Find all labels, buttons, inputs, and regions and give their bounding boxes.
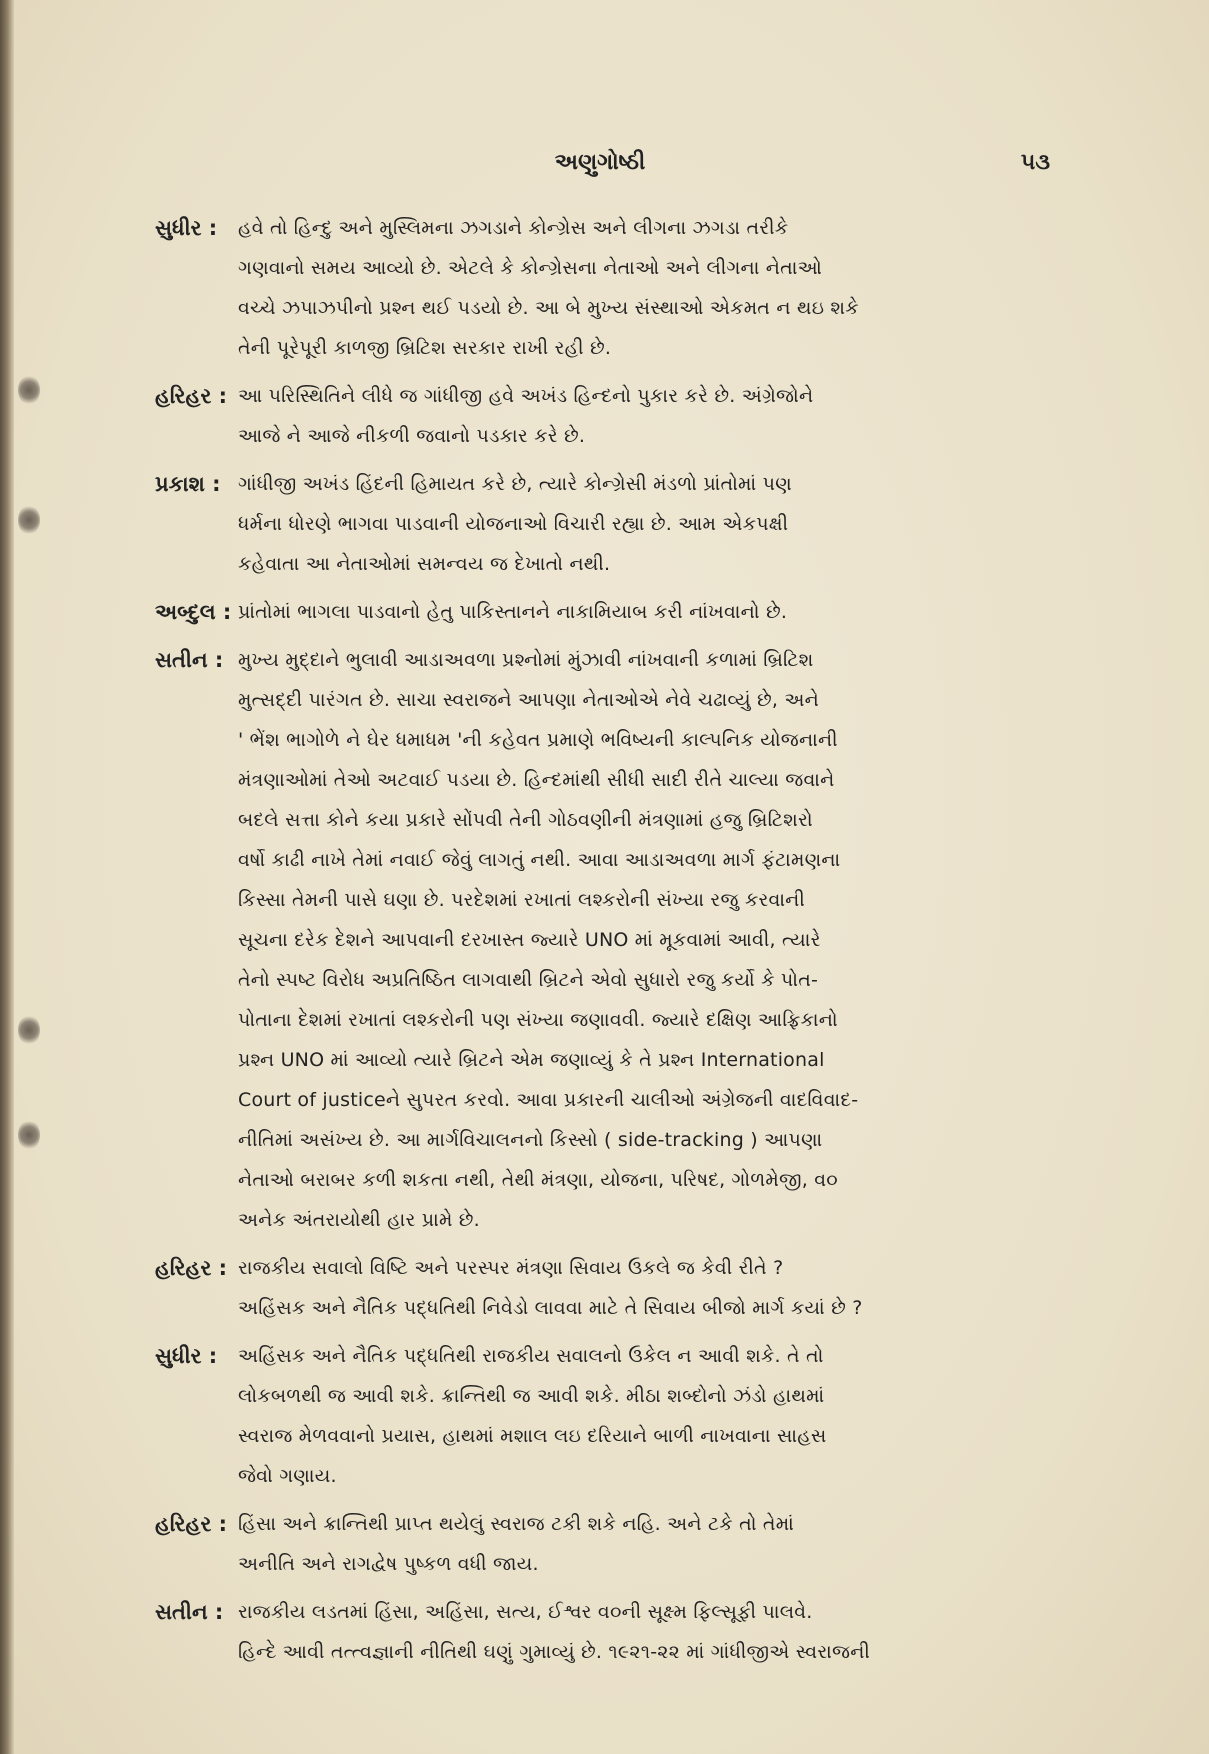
binding-edge: [0, 0, 14, 1754]
dialogue-paragraph: [155, 1248, 1055, 1328]
text-line: પ્રશ્ન UNO માં આવ્યો ત્યારે બ્રિટને એમ જણાવ્યું કે તે પ્રશ્ન International: [238, 1049, 825, 1071]
dialogue-paragraph: [155, 208, 1055, 368]
dialogue-paragraph: [155, 640, 1055, 1240]
text-line: ધર્મના ધોરણે ભાગવા પાડવાની યોજનાઓ વિચારી રહ્યા છે. આમ એકપક્ષી: [238, 513, 789, 535]
text-line: અનીતિ અને રાગદ્વેષ પુષ્કળ વધી જાય.: [238, 1553, 539, 1575]
text-line: વચ્ચે ઝપાઝપીનો પ્રશ્ન થઈ પડયો છે. આ બે મુખ્ય સંસ્થાઓ એકમત ન થઇ શકે: [238, 297, 859, 319]
binding-mark: [18, 505, 40, 535]
text-line: વર્ષો કાઢી નાખે તેમાં નવાઈ જેવું લાગતું નથી. આવા આડાઅવળા માર્ગ ફંટામણના: [238, 849, 841, 871]
speaker-name: હરિહર :: [155, 384, 228, 408]
text-line: અહિંસક અને નૈતિક પદ્ધતિથી નિવેડો લાવવા માટે તે સિવાય બીજો માર્ગ કયાં છે ?: [238, 1297, 863, 1319]
text-line: હિંસા અને ક્રાન્તિથી પ્રાપ્ત થયેલું સ્વરાજ ટકી શકે નહિ. અને ટકે તો તેમાં: [238, 1513, 794, 1535]
text-line: તેની પૂરેપૂરી કાળજી બ્રિટિશ સરકાર રાખી રહી છે.: [238, 337, 612, 359]
dialogue-body: [155, 208, 1055, 1680]
text-line: મુત્સદ્દી પારંગત છે. સાચા સ્વરાજને આપણા નેતાઓએ નેવે ચઢાવ્યું છે, અને: [238, 689, 819, 711]
text-line: કિસ્સા તેમની પાસે ઘણા છે. પરદેશમાં રખાતાં લશ્કરોની સંખ્યા રજુ કરવાની: [238, 889, 805, 911]
text-line: ' ભેંશ ભાગોળે ને ઘેર ધમાધમ 'ની કહેવત પ્રમાણે ભવિષ્યની કાલ્પનિક યોજનાની: [238, 729, 838, 751]
text-line: Court of justiceને સુપરત કરવો. આવા પ્રકારની ચાલીઓ અંગ્રેજની વાદવિવાદ-: [238, 1089, 859, 1111]
text-line: રાજકીય સવાલો વિષ્ટિ અને પરસ્પર મંત્રણા સિવાય ઉકલે જ કેવી રીતે ?: [238, 1257, 784, 1279]
text-line: સ્વરાજ મેળવવાનો પ્રયાસ, હાથમાં મશાલ લઇ દરિયાને બાળી નાખવાના સાહસ: [238, 1425, 827, 1447]
dialogue-paragraph: [155, 1592, 1055, 1672]
text-line: પ્રાંતોમાં ભાગલા પાડવાનો હેતુ પાકિસ્તાનને નાકામિયાબ કરી નાંખવાનો છે.: [238, 601, 788, 623]
text-line: તેનો સ્પષ્ટ વિરોધ અપ્રતિષ્ઠિત લાગવાથી બ્રિટને એવો સુધારો રજુ કર્યો કે પોત-: [238, 969, 819, 991]
text-line: રાજકીય લડતમાં હિંસા, અહિંસા, સત્ય, ઈશ્વર વ૦ની સૂક્ષ્મ ફિલ્સૂફી પાલવે.: [238, 1601, 813, 1623]
speaker-name: સુધીર :: [155, 216, 218, 240]
text-line: મુખ્ય મુદ્દાને ભુલાવી આડાઅવળા પ્રશ્નોમાં મુંઝાવી નાંખવાની કળામાં બ્રિટિશ: [238, 649, 814, 671]
text-line: હવે તો હિન્દુ અને મુસ્લિમના ઝગડાને કોન્ગ્રેસ અને લીગના ઝગડા તરીકે: [238, 217, 789, 239]
speaker-name: હરિહર :: [155, 1512, 228, 1536]
speaker-name: સતીન :: [155, 1600, 224, 1624]
text-line: અહિંસક અને નૈતિક પદ્ધતિથી રાજકીય સવાલનો ઉકેલ ન આવી શકે. તે તો: [238, 1345, 824, 1367]
text-line: મંત્રણાઓમાં તેઓ અટવાઈ પડયા છે. હિન્દમાંથી સીધી સાદી રીતે ચાલ્યા જવાને: [238, 769, 835, 791]
text-line: પોતાના દેશમાં રખાતાં લશ્કરોની પણ સંખ્યા જણાવવી. જ્યારે દક્ષિણ આફ્રિકાનો: [238, 1009, 838, 1031]
dialogue-paragraph: [155, 464, 1055, 584]
text-line: બદલે સત્તા કોને કયા પ્રકારે સોંપવી તેની ગોઠવણીની મંત્રણામાં હજુ બ્રિટિશરો: [238, 809, 813, 831]
text-line: કહેવાતા આ નેતાઓમાં સમન્વય જ દેખાતો નથી.: [238, 553, 611, 575]
text-line: સૂચના દરેક દેશને આપવાની દરખાસ્ત જ્યારે UNO માં મૂકવામાં આવી, ત્યારે: [238, 929, 821, 951]
speaker-name: અબ્દુલ :: [155, 600, 232, 624]
speaker-name: હરિહર :: [155, 1256, 228, 1280]
header-title: અણુગોષ્ઠી: [554, 150, 646, 175]
dialogue-paragraph: [155, 1336, 1055, 1496]
text-line: આજે ને આજે નીકળી જવાનો પડકાર કરે છે.: [238, 425, 586, 447]
speaker-name: સતીન :: [155, 648, 224, 672]
text-line: અનેક અંતરાયોથી હાર પ્રામે છે.: [238, 1209, 480, 1231]
running-header: [0, 150, 1209, 184]
text-line: લોકબળથી જ આવી શકે. ક્રાન્તિથી જ આવી શકે. મીઠા શબ્દોનો ઝંડો હાથમાં: [238, 1385, 825, 1407]
dialogue-paragraph: [155, 1504, 1055, 1584]
dialogue-paragraph: [155, 376, 1055, 456]
text-line: આ પરિસ્થિતિને લીધે જ ગાંધીજી હવે અખંડ હિન્દનો પુકાર કરે છે. અંગ્રેજોને: [238, 385, 814, 407]
text-line: ગાંધીજી અખંડ હિંદની હિમાયત કરે છે, ત્યારે કોન્ગ્રેસી મંડળો પ્રાંતોમાં પણ: [238, 473, 792, 495]
binding-mark: [18, 375, 40, 405]
text-line: નીતિમાં અસંખ્ય છે. આ માર્ગવિચાલનનો કિસ્સો ( side-tracking ) આપણા: [238, 1129, 823, 1151]
binding-mark: [18, 1120, 40, 1150]
binding-mark: [18, 1015, 40, 1045]
dialogue-paragraph: [155, 592, 1055, 632]
text-line: ગણવાનો સમય આવ્યો છે. એટલે કે કોન્ગ્રેસના નેતાઓ અને લીગના નેતાઓ: [238, 257, 822, 279]
page-number: ૫૩: [1020, 150, 1050, 175]
speaker-name: પ્રકાશ :: [155, 472, 221, 496]
speaker-name: સુધીર :: [155, 1344, 218, 1368]
text-line: જેવો ગણાય.: [238, 1465, 337, 1487]
text-line: હિન્દે આવી તત્ત્વજ્ઞાની નીતિથી ઘણું ગુમાવ્યું છે. ૧૯૨૧-૨૨ માં ગાંધીજીએ સ્વરાજની: [238, 1641, 870, 1663]
text-line: નેતાઓ બરાબર કળી શકતા નથી, તેથી મંત્રણા, યોજના, પરિષદ, ગોળમેજી, વ૦: [238, 1169, 838, 1191]
